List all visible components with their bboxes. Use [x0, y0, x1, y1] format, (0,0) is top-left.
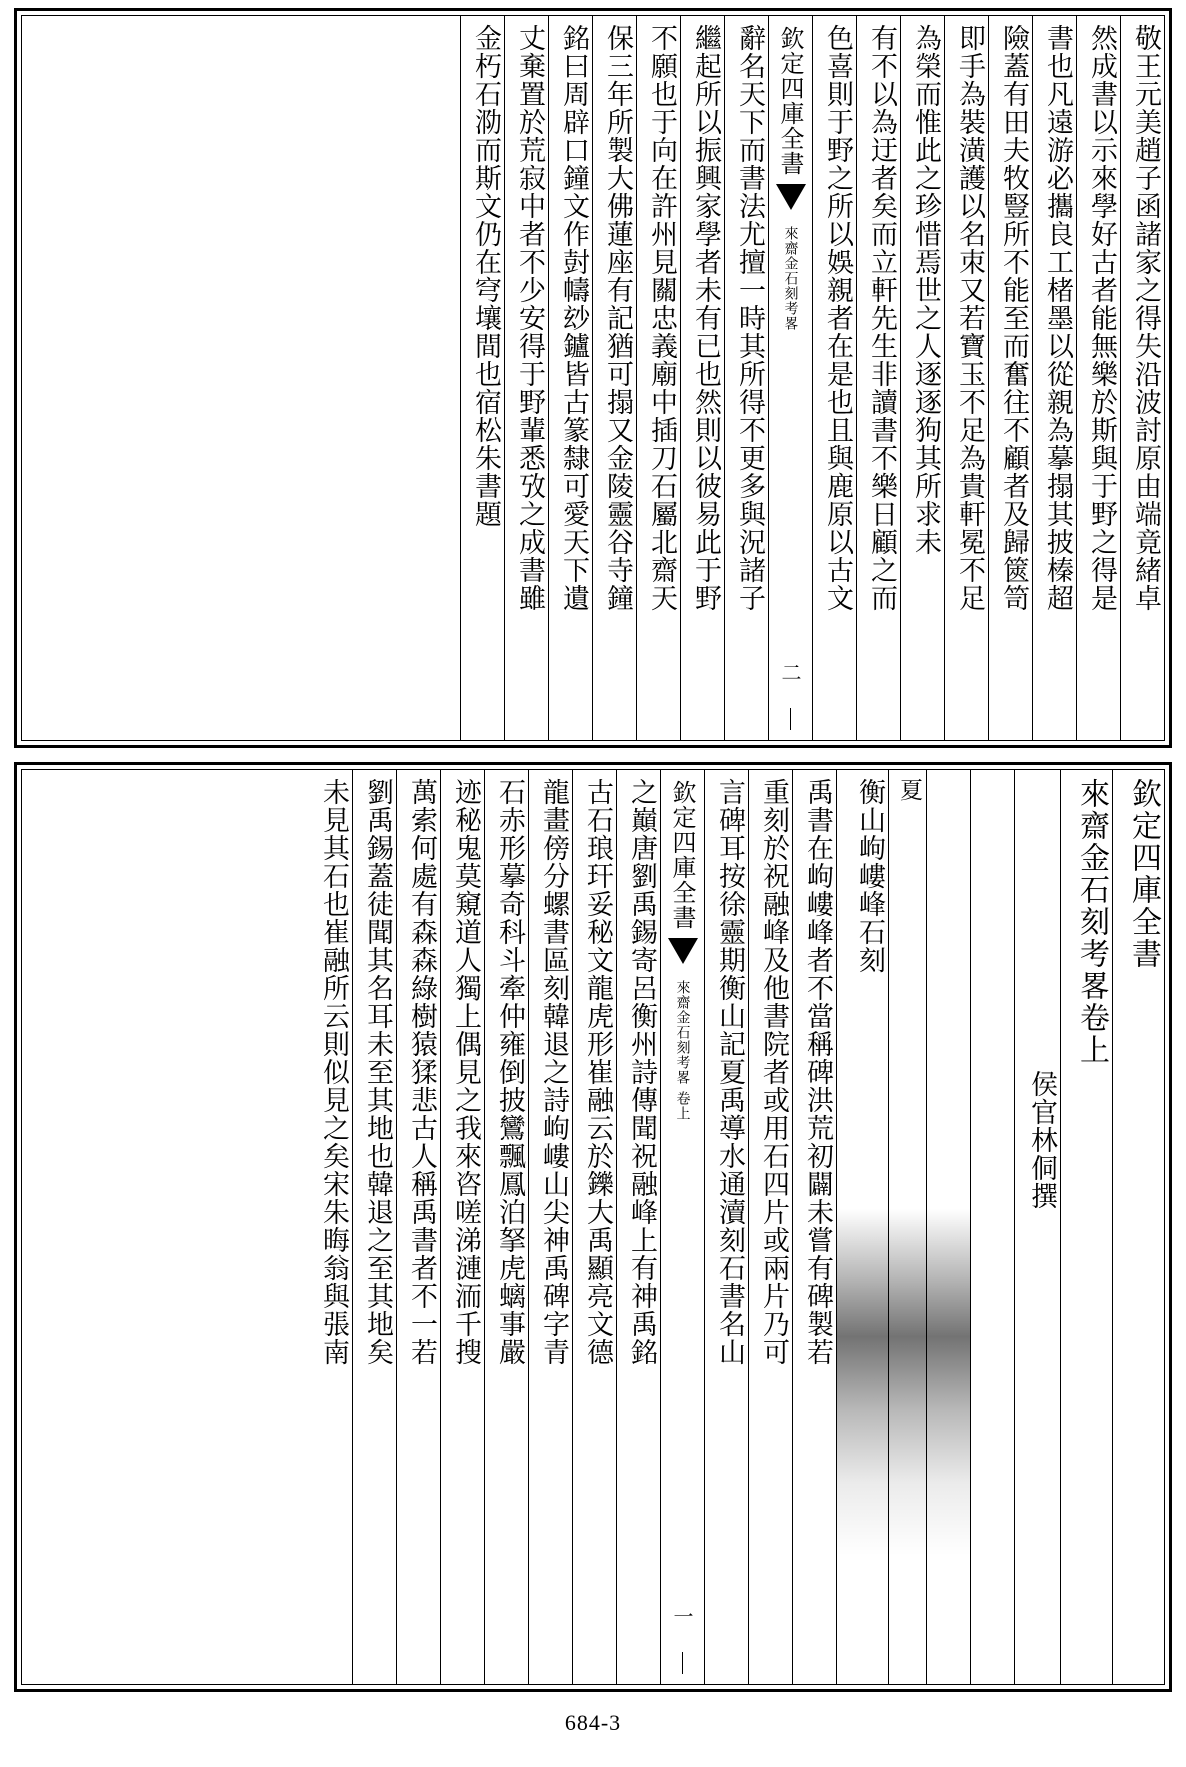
center-fold-marker — [768, 16, 812, 740]
text-column: 即手為裝潢護以名朿又若寶玉不足為貴軒冕不足 — [944, 16, 988, 740]
text-column: 石赤形摹奇科斗牽仲雍倒披鸞飄鳳泊拏虎螭事嚴 — [484, 770, 528, 1684]
blank-column — [970, 770, 1014, 1684]
text-column: 書也凡遠游必攜良工楮墨以從親為摹搨其披榛超 — [1032, 16, 1076, 740]
text-column: 色喜則于野之所以娛親者在是也且與鹿原以古文 — [812, 16, 856, 740]
top-page-block — [14, 8, 1172, 748]
text-column: 險蓋有田夫牧豎所不能至而奮往不顧者及歸篋笥 — [988, 16, 1032, 740]
text-column: 然成書以示來學好古者能無樂於斯與于野之得是 — [1076, 16, 1120, 740]
text-column: 古石琅玕妥秘文龍虎形崔融云於鑠大禹顯亮文德 — [572, 770, 616, 1684]
entry-title: 衡山岣嶁峰石刻 — [836, 770, 888, 1684]
book-note: 來齋金石刻考畧 — [782, 226, 799, 331]
text-column: 辭名天下而書法尤擅一時其所得不更多與況諸子 — [724, 16, 768, 740]
text-column: 銘曰周辟口鐘文作尌幬玅鑪皆古篆隸可愛天下遺 — [548, 16, 592, 740]
blank-column — [926, 770, 970, 1684]
text-column: 繼起所以振興家學者未有已也然則以彼易此于野 — [680, 16, 724, 740]
dynasty-label: 夏 — [888, 770, 926, 1684]
text-column: 丈棄置於荒寂中者不少安得于野輩悉攷之成書雖 — [504, 16, 548, 740]
imperial-catalog-title: 欽定四庫全書 — [668, 780, 696, 930]
text-column: 之巔唐劉禹錫寄呂衡州詩傳聞祝融峰上有神禹銘 — [616, 770, 660, 1684]
fishtail-icon — [668, 938, 698, 964]
text-column: 敬王元美趙子函諸家之得失沿波討原由端竟緒卓 — [1120, 16, 1164, 740]
footer-page-number: 684-3 — [564, 1710, 622, 1735]
text-column: 龍畫傍分螺書區刻韓退之詩岣嶁山尖神禹碑字青 — [528, 770, 572, 1684]
fold-tick-icon — [682, 1652, 683, 1674]
fold-tick-icon — [790, 708, 791, 730]
bottom-page-columns — [21, 769, 1165, 1685]
text-column: 禹書在岣嶁峰者不當稱碑洪荒初闢未嘗有碑製若 — [792, 770, 836, 1684]
bottom-page-block — [14, 762, 1172, 1692]
text-column: 金朽石泐而斯文仍在穹壤間也宿松朱書題 — [460, 16, 504, 740]
imperial-catalog-title: 欽定四庫全書 — [776, 26, 804, 176]
text-column: 未見其石也崔融所云則似見之矣宋朱晦翁與張南 — [318, 778, 349, 1366]
text-column: 迹秘鬼莫窺道人獨上偶見之我來咨嗟涕漣洏千搜 — [440, 770, 484, 1684]
text-column: 重刻於祝融峰及他書院者或用石四片或兩片乃可 — [748, 770, 792, 1684]
text-column: 為榮而惟此之珍惜焉世之人逐逐狗其所求未 — [900, 16, 944, 740]
book-note: 來齋金石刻考畧 — [674, 980, 691, 1085]
center-fold-marker — [660, 770, 704, 1684]
text-column: 萬索何處有森森綠樹猿猱悲古人稱禹書者不一若 — [396, 770, 440, 1684]
page-label: 二 — [778, 662, 802, 682]
top-page-columns — [21, 15, 1165, 741]
page-label: 一 — [670, 1606, 694, 1626]
blank-column — [416, 16, 460, 740]
author-line: 侯官林侗撰 — [1014, 770, 1060, 1684]
fishtail-icon — [776, 184, 806, 210]
text-column: 言碑耳按徐靈期衡山記夏禹導水通瀆刻石書名山 — [704, 770, 748, 1684]
text-column: 劉禹錫蓋徒聞其名耳未至其地也韓退之至其地矣 — [352, 770, 396, 1684]
text-column: 保三年所製大佛蓮座有記猶可搨又金陵靈谷寺鐘 — [592, 16, 636, 740]
imperial-catalog-heading: 欽定四庫全書 — [1112, 770, 1164, 1684]
volume-note: 卷上 — [674, 1091, 691, 1121]
text-column: 不願也于向在許州見關忠義廟中插刀石屬北齋天 — [636, 16, 680, 740]
text-column: 有不以為迂者矣而立軒先生非讀書不樂日顧之而 — [856, 16, 900, 740]
work-title: 來齋金石刻考畧卷上 — [1060, 770, 1112, 1684]
